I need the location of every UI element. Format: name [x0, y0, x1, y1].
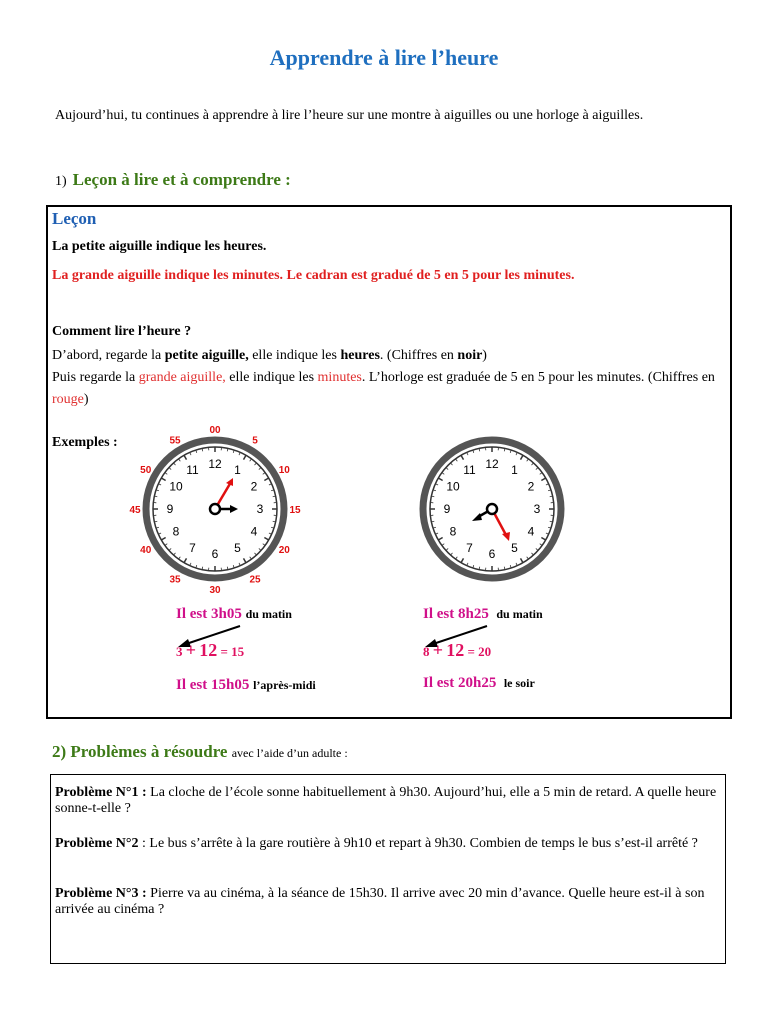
calc-result: = 20 [467, 644, 492, 659]
section2-suffix: avec l’aide d’un adulte : [231, 746, 348, 760]
text: ) [83, 392, 89, 407]
problem-text: Pierre va au cinéma, à la séance de 15h30. Il arrive avec 20 min d’avance. Quelle heure est-il à son arrivée au cinéma ? [55, 886, 705, 917]
answer-suffix: le soir [503, 676, 535, 690]
hour-number: 1 [234, 463, 241, 478]
examples-label: Exemples : [52, 435, 118, 450]
minute-number: 00 [209, 425, 221, 436]
calc-a: 3 [176, 644, 183, 659]
calc-plus: + [432, 640, 444, 660]
hour-number: 2 [527, 479, 535, 494]
calc-result: = 15 [220, 644, 245, 659]
clock2-answer2 [423, 675, 535, 692]
answer-text: Il est 20h25 [423, 675, 497, 691]
section1-label: Leçon à lire et à comprendre : [72, 170, 291, 189]
lesson-question: Comment lire l’heure ? [52, 324, 192, 339]
section1-heading [55, 170, 291, 190]
hour-number: 10 [169, 479, 183, 494]
minute-number: 30 [209, 585, 221, 595]
answer-text: Il est 15h05 [176, 677, 250, 693]
calc-b: 12 [199, 640, 218, 660]
hour-number: 8 [449, 524, 457, 539]
text: . (Chiffres en [379, 348, 458, 363]
problem-2 [55, 836, 720, 852]
text-red: grande aiguille, [138, 370, 226, 385]
hour-number: 2 [250, 479, 258, 494]
minute-number: 15 [289, 505, 301, 516]
text-red: rouge [52, 392, 84, 407]
hour-number: 3 [256, 502, 264, 516]
minute-number: 20 [278, 545, 290, 556]
hour-number: 6 [211, 547, 219, 561]
lesson-paragraph [52, 345, 728, 411]
section2-heading [52, 742, 348, 762]
clock1-answer [176, 606, 292, 623]
text: elle indique les [225, 370, 318, 385]
hour-number: 5 [511, 540, 518, 555]
clock-center [210, 504, 220, 514]
text: . L’horloge est graduée de 5 en 5 pour les minutes. (Chiffres en [361, 370, 715, 385]
lesson-line-hours: La petite aiguille indique les heures. [52, 239, 267, 254]
hour-number: 5 [234, 540, 241, 555]
hour-number: 3 [533, 502, 541, 516]
hour-number: 12 [485, 457, 499, 471]
page-title: Apprendre à lire l’heure [269, 45, 499, 70]
lesson-line-minutes: La grande aiguille indique les minutes. Le cadran est gradué de 5 en 5 pour les minutes. [52, 268, 575, 283]
hour-number: 8 [172, 524, 180, 539]
calc-a: 8 [423, 644, 430, 659]
text: elle indique les [248, 348, 341, 363]
hour-number: 1 [511, 463, 518, 478]
minute-number: 25 [249, 574, 261, 586]
section1-number: 1) [55, 174, 67, 189]
section2-label: 2) Problèmes à résoudre [52, 742, 228, 761]
text-bold: petite aiguille, [164, 348, 249, 363]
answer-text: Il est 8h25 [423, 606, 489, 622]
clock-example-2 [410, 420, 585, 595]
problem-label: Problème N°1 : [55, 785, 147, 800]
problem-label: Problème N°3 : [55, 886, 147, 901]
text: D’abord, regarde la [52, 348, 165, 363]
hour-number: 7 [189, 540, 196, 555]
minute-number: 50 [140, 465, 152, 476]
problem-1 [55, 785, 720, 817]
hour-number: 9 [443, 502, 451, 516]
hour-number: 12 [208, 457, 222, 471]
answer-suffix: du matin [496, 607, 543, 621]
clock1-answer2 [176, 677, 316, 694]
problem-3 [55, 886, 720, 918]
problem-text: La cloche de l’école sonne habituellement à 9h30. Aujourd’hui, elle a 5 min de retard. A quelle heure sonne-t-elle ? [55, 785, 717, 816]
calc-plus: + [185, 640, 197, 660]
text: Puis regarde la [52, 370, 139, 385]
minute-number: 40 [140, 545, 152, 556]
hour-number: 4 [250, 524, 258, 539]
clock1-calc [176, 640, 244, 661]
calc-b: 12 [446, 640, 465, 660]
clock-center [487, 504, 497, 514]
hour-number: 7 [466, 540, 473, 555]
clock-example-1 [128, 420, 303, 595]
clock2-calc [423, 640, 491, 661]
hour-number: 6 [488, 547, 496, 561]
answer-suffix: du matin [245, 607, 292, 621]
clock2-answer [423, 606, 543, 623]
hour-number: 9 [166, 502, 174, 516]
hour-number: 11 [463, 463, 476, 478]
hour-number: 11 [186, 463, 199, 478]
intro-text: Aujourd’hui, tu continues à apprendre à lire l’heure sur une montre à aiguilles ou une horloge à aiguilles. [55, 108, 644, 123]
text-bold: noir [457, 348, 483, 363]
minute-number: 10 [278, 465, 290, 476]
text: ) [482, 348, 487, 363]
answer-text: Il est 3h05 [176, 606, 242, 622]
answer-suffix: l’après-midi [253, 678, 316, 692]
minute-number: 45 [129, 505, 141, 516]
problem-label: Problème N°2 [55, 836, 139, 851]
minute-number: 35 [169, 574, 181, 586]
lesson-title: Leçon [52, 209, 97, 228]
hour-number: 10 [446, 479, 460, 494]
minute-number: 55 [169, 435, 181, 447]
problem-text: : Le bus s’arrête à la gare routière à 9h10 et repart à 9h30. Combien de temps le bus s’est-il arrêté ? [142, 836, 698, 851]
text-bold: heures [340, 348, 380, 363]
text-red: minutes [317, 370, 362, 385]
hour-number: 4 [527, 524, 535, 539]
minute-number: 5 [252, 435, 258, 447]
